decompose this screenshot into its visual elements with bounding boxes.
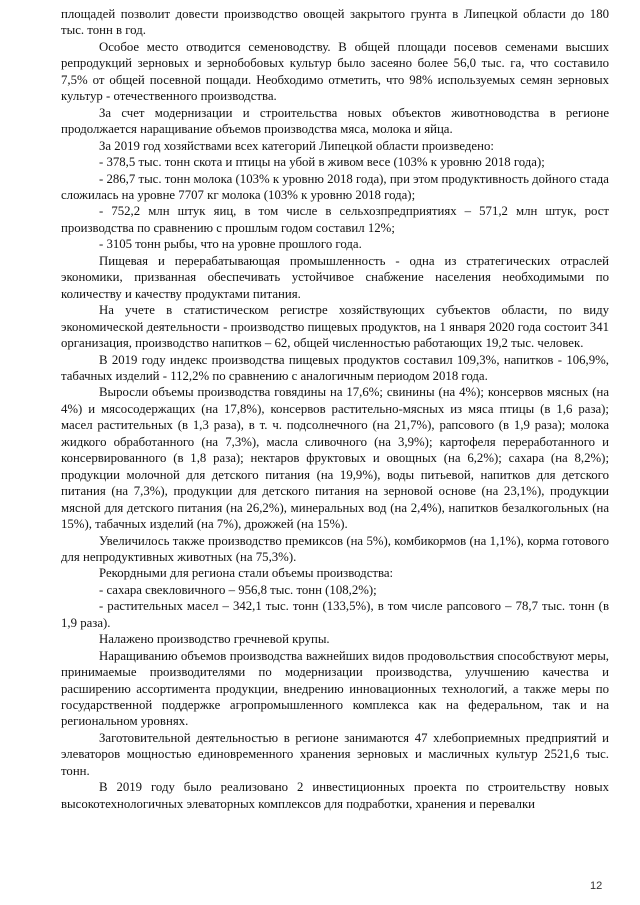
paragraph-4: За 2019 год хозяйствами всех категорий Липецкой области произведено: bbox=[99, 138, 494, 153]
paragraph-13: Увеличилось также производство премиксов (на 5%), комбикормов (на 1,1%), корма готового для непродуктивных животных (на 75,3%). bbox=[61, 533, 609, 564]
paragraph-17: Налажено производство гречневой крупы. bbox=[99, 632, 330, 647]
paragraph-10: На учете в статистическом регистре хозяйствующих субъектов области, по виду экономической деятельности - производство пищевых продуктов, на 1 января 2020 года состоит 341 организация, производство напитков – 62, общей численностью работающих 19,2 тыс. человек. bbox=[61, 303, 609, 351]
page-number: 12 bbox=[590, 880, 603, 892]
paragraph-20: В 2019 году было реализовано 2 инвестиционных проекта по строительству новых высокотехнологичных элеваторных комплексов для подработки, хранения и перевалки bbox=[61, 780, 609, 811]
paragraph-3: За счет модернизации и строительства новых объектов животноводства в регионе продолжается наращивание объемов производства мяса, молока и яйца. bbox=[61, 105, 609, 137]
paragraph-1: площадей позволит довести производство овощей закрытого грунта в Липецкой области до 180 тыс. тонн в год. bbox=[61, 7, 609, 38]
paragraph-12: Выросли объемы производства говядины на 17,6%; свинины (на 4%); консервов мясных (на 4%) и мясосодержащих (на 17,8%), консервов растительно-мясных из мяса птицы (в 1,6 раза); масел растительных (в 1,3 раза), в т. ч. подсолнечного (на 21,7%), рапсового (в 1,9 раза); молока жидкого обработанного (на 7,3%), масла сливочного (на 3,9%); картофеля переработанного и консервированного (в 1,8 раза); нектаров фруктовых и овощных (на 6,2%); сахара (на 8,2%); продукции молочной для детского питания (на 19,9%), воды питьевой, напитков для детского питания (на 7,3%), продукции для детского питания на зерновой основе (на 23,1%), продукции мясной для детского питания (на 26,2%), минеральных вод (на 2,4%), напитков безалкогольных (на 15%), табачных изделий (на 7%), дрожжей (на 15%). bbox=[61, 385, 609, 532]
paragraph-18: Наращиванию объемов производства важнейших видов продовольствия способствуют меры, принимаемые производителями по модернизации производства, улучшению качества и расширению ассортимента продукции, внедрению инновационных технологий, а также меры по государственной поддержке агропромышленного комплекса как на федеральном, так и на региональном уровнях. bbox=[61, 648, 609, 729]
paragraph-2: Особое место отводится семеноводству. В общей площади посевов семенами высших репродукций зерновых и зернобобовых культур было засеяно более 56,0 тыс. га, что составило 7,5% от общей посевной пощади. Необходимо отметить, что 98% используемых семян зерновых культур - отечественного производства. bbox=[61, 39, 609, 104]
list-item-livestock: - 378,5 тыс. тонн скота и птицы на убой в живом весе (103% к уровню 2018 года); bbox=[99, 155, 545, 170]
list-item-sugar: - сахара свекловичного – 956,8 тыс. тонн (108,2%); bbox=[99, 582, 377, 597]
paragraph-19: Заготовительной деятельностью в регионе занимаются 47 хлебоприемных предприятий и элеваторов мощностью единовременного хранения зерновых и масличных культур 2521,6 тыс. тонн. bbox=[61, 730, 609, 778]
list-item-fish: - 3105 тонн рыбы, что на уровне прошлого года. bbox=[99, 237, 362, 252]
paragraph-14: Рекордными для региона стали объемы производства: bbox=[99, 566, 394, 581]
list-item-oils: - растительных масел – 342,1 тыс. тонн (133,5%), в том числе рапсового – 78,7 тыс. тонн (в 1,9 раза). bbox=[61, 599, 609, 630]
document-body bbox=[61, 6, 609, 812]
paragraph-11: В 2019 году индекс производства пищевых продуктов составил 109,3%, напитков - 106,9%, табачных изделий - 112,2% по сравнению с аналогичным периодом 2018 года. bbox=[61, 352, 609, 383]
list-item-milk: - 286,7 тыс. тонн молока (103% к уровню 2018 года), при этом продуктивность дойного стада сложилась на уровне 7707 кг молока (103% к уровню 2018 года); bbox=[61, 171, 609, 202]
list-item-eggs: - 752,2 млн штук яиц, в том числе в сельхозпредприятиях – 571,2 млн штук, рост производства по сравнению с прошлым годом составил 12%; bbox=[61, 204, 609, 235]
paragraph-9: Пищевая и перерабатывающая промышленность - одна из стратегических отраслей экономики, призванная обеспечивать устойчивое снабжение населения необходимыми по количеству и качеству продуктами питания. bbox=[61, 253, 609, 301]
